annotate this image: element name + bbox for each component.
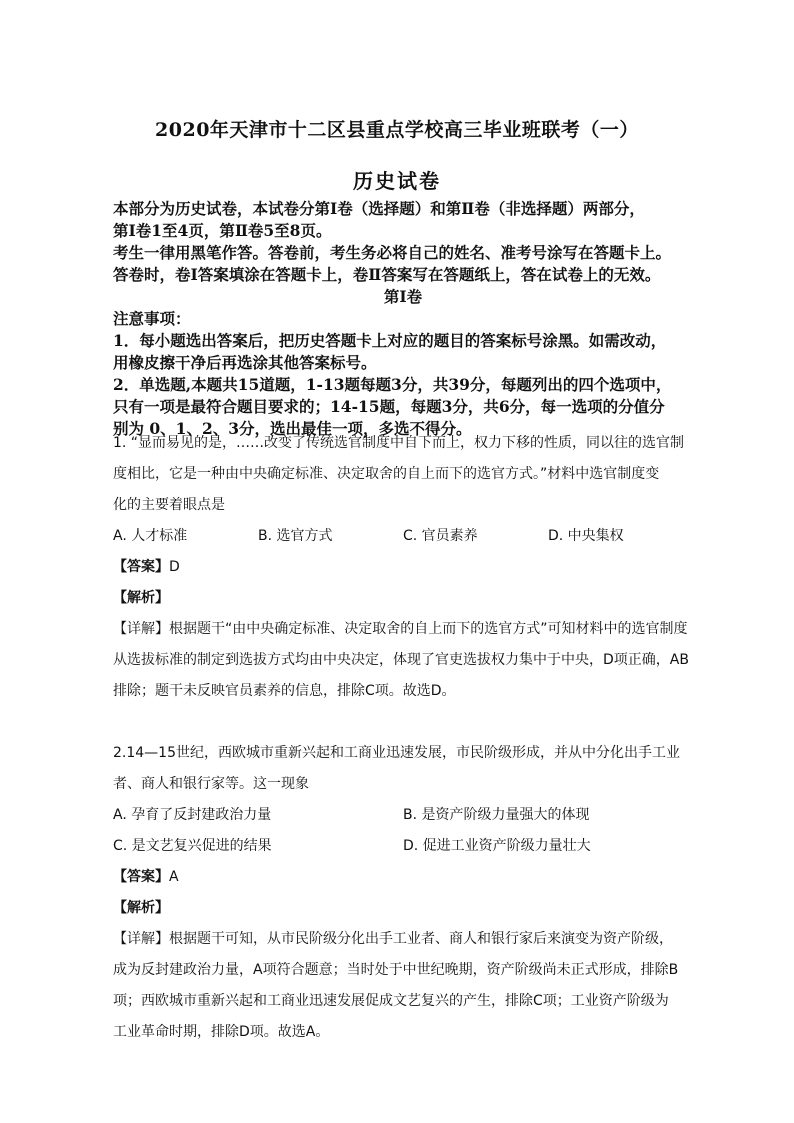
detail-line: 工业革命时期，排除D项。故选A。 xyxy=(113,1024,330,1040)
option-a: A. 孕育了反封建政治力量 xyxy=(113,807,272,823)
detail-line: 【详解】根据题干可知，从市民阶级分化出手工业者、商人和银行家后来演变为资产阶级， xyxy=(113,931,673,947)
exam-title: 2020年天津市十二区县重点学校高三毕业班联考（一） xyxy=(155,119,639,141)
question-options xyxy=(113,800,693,831)
option-b: B. 选官方式 xyxy=(258,528,333,544)
detail-line: 从选拔标准的制定到选拔方式均由中央决定，体现了官吏选拔权力集中于中央，D项正确，AB xyxy=(113,652,689,668)
question-stem-line: 1. “显而易见的是，……改变了传统选官制度中自下而上，权力下移的性质，同以往的选官制 xyxy=(113,435,685,451)
notice-line: 1．每小题选出答案后，把历史答题卡上对应的题目的答案标号涂黑。如需改动， xyxy=(113,331,667,350)
question-stem-line: 化的主要着眼点是 xyxy=(113,497,225,513)
section-label: 第Ⅰ卷 xyxy=(383,287,423,306)
notice-line: 注意事项： xyxy=(113,309,191,328)
detail-line: 排除；题干未反映官员素养的信息，排除C项。故选D。 xyxy=(113,683,456,699)
detail-line: 项；西欧城市重新兴起和工商业迅速发展促成文艺复兴的产生，排除C项；工业资产阶级为 xyxy=(113,993,669,1009)
option-a: A. 人才标准 xyxy=(113,528,188,544)
question-options xyxy=(113,831,693,862)
option-c: C. 是文艺复兴促进的结果 xyxy=(113,838,272,854)
answer-line xyxy=(113,552,693,583)
notice-line: 2．单选题,本题共15道题，1-13题每题3分，共39分，每题列出的四个选项中， xyxy=(113,375,672,394)
question-2 xyxy=(113,738,693,1048)
option-c: C. 官员素养 xyxy=(403,528,478,544)
question-options xyxy=(113,521,693,552)
intro-line: 答卷时，卷Ⅰ答案填涂在答题卡上，卷Ⅱ答案写在答题纸上，答在试卷上的无效。 xyxy=(113,265,661,284)
intro-line: 第Ⅰ卷1至4页，第Ⅱ卷5至8页。 xyxy=(113,221,332,240)
question-stem-line: 2.14—15世纪，西欧城市重新兴起和工商业迅速发展，市民阶级形成，并从中分化出手工业 xyxy=(113,745,680,761)
answer-label: 【答案】 xyxy=(113,559,169,575)
answer-value: A xyxy=(169,869,179,885)
option-b: B. 是资产阶级力量强大的体现 xyxy=(403,807,590,823)
analysis-label: 【解析】 xyxy=(113,900,169,916)
notice-line: 用橡皮擦干净后再选涂其他答案标号。 xyxy=(113,353,377,372)
question-stem-line: 者、商人和银行家等。这一现象 xyxy=(113,776,309,792)
intro-line: 考生一律用黑笔作答。答卷前，考生务必将自己的姓名、准考号涂写在答题卡上。 xyxy=(113,243,672,262)
notice-line: 别为 0、1、2、3分，选出最佳一项，多选不得分。 xyxy=(113,419,472,438)
analysis-label: 【解析】 xyxy=(113,590,169,606)
detail-line: 成为反封建政治力量，A项符合题意；当时处于中世纪晚期，资产阶级尚未正式形成，排除B xyxy=(113,962,679,978)
notice-line: 只有一项是最符合题目要求的；14-15题，每题3分，共6分，每一选项的分值分 xyxy=(113,397,665,416)
detail-line: 【详解】根据题干“由中央确定标准、决定取舍的自上而下的选官方式”可知材料中的选官制度 xyxy=(113,621,688,637)
option-d: D. 促进工业资产阶级力量壮大 xyxy=(403,838,591,854)
exam-intro xyxy=(113,198,693,440)
option-d: D. 中央集权 xyxy=(548,528,624,544)
exam-subtitle: 历史试卷 xyxy=(353,169,441,193)
answer-line xyxy=(113,862,693,893)
answer-label: 【答案】 xyxy=(113,869,169,885)
question-1 xyxy=(113,428,693,707)
intro-line: 本部分为历史试卷，本试卷分第Ⅰ卷（选择题）和第Ⅱ卷（非选择题）两部分， xyxy=(113,199,645,218)
answer-value: D xyxy=(169,559,180,575)
question-stem-line: 度相比，它是一种由中央确定标准、决定取舍的自上而下的选官方式。”材料中选官制度变 xyxy=(113,466,660,482)
